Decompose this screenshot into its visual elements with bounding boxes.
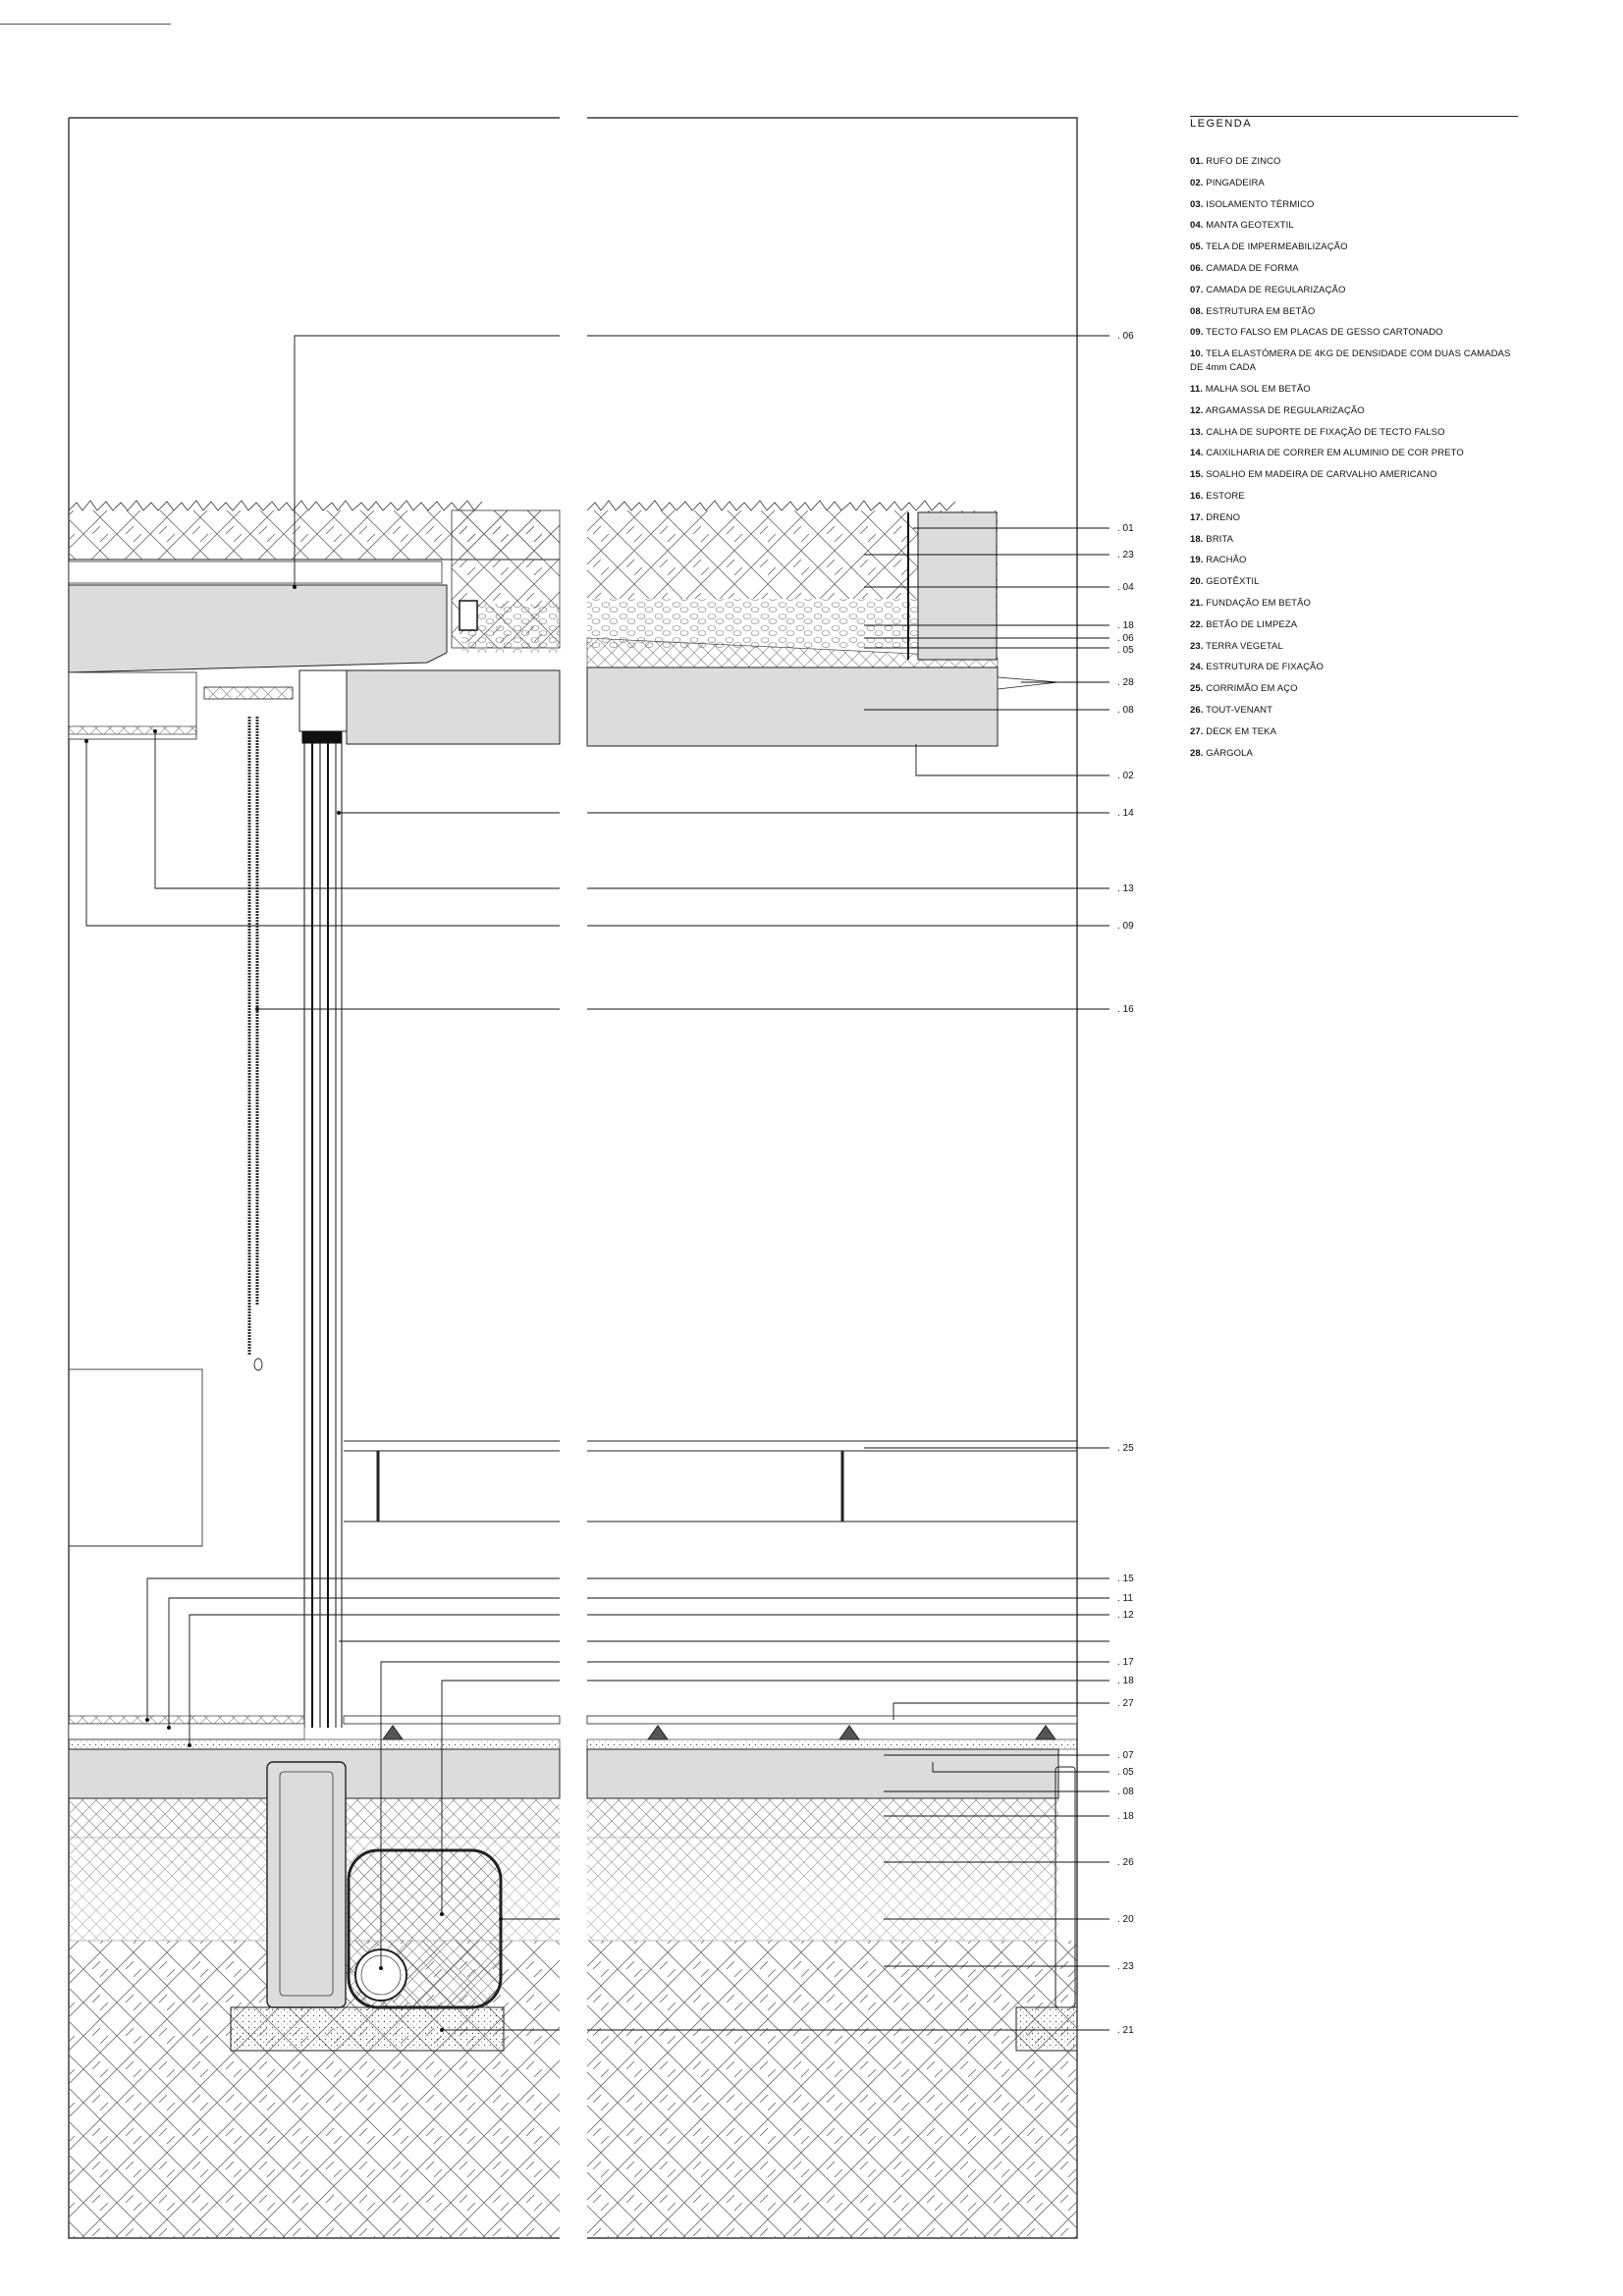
legend-item-text: TELA ELASTÓMERA DE 4KG DE DENSIDADE COM DUAS CAMADAS DE 4mm CADA (1190, 348, 1511, 374)
legend-item-text: CAIXILHARIA DE CORRER EM ALUMINIO DE COR PRETO (1206, 448, 1464, 459)
legend-item-text: TECTO FALSO EM PLACAS DE GESSO CARTONADO (1206, 327, 1443, 339)
legend-item (1190, 597, 1524, 611)
callout-28: . 28 (1117, 677, 1134, 688)
legend-item (1190, 347, 1524, 375)
legend-item-number: 28. (1190, 747, 1204, 759)
legend-item-text: TOUT-VENANT (1206, 704, 1273, 716)
callout-25: . 25 (1117, 1443, 1134, 1454)
callout-09: . 09 (1117, 921, 1134, 932)
callout-17: . 17 (1117, 1657, 1134, 1668)
legend-title: LEGENDA (1190, 118, 1253, 130)
callout-06: . 06 (1117, 331, 1134, 342)
legend-item (1190, 177, 1524, 190)
callout-26: . 26 (1117, 1857, 1134, 1868)
legend-item-text: PINGADEIRA (1206, 177, 1265, 188)
callout-06-b: . 06 (1117, 633, 1134, 644)
legend-item-number: 12. (1190, 404, 1204, 416)
legend-item-text: DRENO (1206, 511, 1241, 523)
legend-item-text: ESTORE (1206, 490, 1245, 502)
legend-item-number: 23. (1190, 640, 1204, 652)
legend-item-number: 09. (1190, 327, 1204, 339)
legend-item-text: DECK EM TEKA (1206, 725, 1277, 737)
callout-18-c: . 18 (1117, 1811, 1134, 1822)
callout-08: . 08 (1117, 705, 1134, 716)
callout-18-b: . 18 (1117, 1676, 1134, 1686)
callout-13: . 13 (1117, 883, 1134, 894)
legend-item-number: 15. (1190, 469, 1204, 481)
legend-item-number: 18. (1190, 533, 1204, 545)
callout-07: . 07 (1117, 1750, 1134, 1761)
callout-27: . 27 (1117, 1698, 1134, 1709)
callout-21: . 21 (1117, 2025, 1134, 2036)
legend-item-text: BETÃO DE LIMPEZA (1206, 618, 1298, 630)
legend-item-text: ISOLAMENTO TÉRMICO (1206, 198, 1315, 210)
callout-11: . 11 (1117, 1593, 1133, 1604)
ground-slab (69, 1749, 1058, 1798)
legend-item (1190, 682, 1524, 696)
callout-12: . 12 (1117, 1610, 1134, 1621)
legend-item-number: 17. (1190, 511, 1204, 523)
callout-02: . 02 (1117, 771, 1134, 781)
legend-item-text: GEOTÊXTIL (1206, 576, 1260, 588)
legend-item (1190, 383, 1524, 397)
legend-item (1190, 240, 1524, 254)
legend-item-text: ESTRUTURA DE FIXAÇÃO (1206, 662, 1324, 673)
interior-wall-panels (69, 1369, 202, 1546)
legend-item-number: 27. (1190, 725, 1204, 737)
legend-item (1190, 725, 1524, 739)
steel-handrail (344, 1441, 1077, 1522)
blind-chain (249, 717, 262, 1370)
legend-item (1190, 661, 1524, 674)
legend-item-number: 04. (1190, 220, 1204, 232)
legend-item-text: MANTA GEOTEXTIL (1206, 220, 1294, 232)
legend-item-text: CAMADA DE REGULARIZAÇÃO (1206, 284, 1346, 295)
legend-item (1190, 326, 1524, 340)
legend-item-number: 25. (1190, 683, 1204, 695)
legend-item-number: 14. (1190, 448, 1204, 459)
legend-item (1190, 198, 1524, 212)
legend-item-number: 03. (1190, 198, 1204, 210)
legend-item-number: 19. (1190, 555, 1204, 566)
callout-20: . 20 (1117, 1914, 1134, 1925)
legend-item (1190, 468, 1524, 482)
legend-item-number: 02. (1190, 177, 1204, 188)
legend-item-text: RUFO DE ZINCO (1206, 156, 1281, 167)
legend-rule (1190, 116, 1518, 117)
foundation-wall (267, 1762, 346, 2007)
drain-gravel-pack (349, 1850, 501, 2007)
legend-item-text: GÁRGOLA (1206, 747, 1253, 759)
legend-item-number: 13. (1190, 426, 1204, 438)
callout-labels (1117, 331, 1134, 2036)
legend-item-number: 22. (1190, 618, 1204, 630)
legend-item (1190, 219, 1524, 233)
ground-layers (69, 1798, 1077, 2238)
legend-item (1190, 533, 1524, 547)
legend-item-text: TERRA VEGETAL (1206, 640, 1283, 652)
legend-item (1190, 747, 1524, 761)
legend-item-text: CORRIMÃO EM AÇO (1206, 683, 1298, 695)
callout-23-b: . 23 (1117, 1961, 1134, 1972)
callout-15: . 15 (1117, 1574, 1134, 1584)
callout-01: . 01 (1117, 523, 1134, 534)
legend-item-number: 07. (1190, 284, 1204, 295)
legend-item (1190, 426, 1524, 440)
legend-item (1190, 305, 1524, 319)
callout-05: . 05 (1117, 645, 1134, 656)
legend-item-text: ESTRUTURA EM BETÃO (1206, 305, 1316, 317)
legend-item (1190, 262, 1524, 276)
legend-item-text: BRITA (1206, 533, 1234, 545)
legend-item-number: 21. (1190, 597, 1204, 609)
legend-item-text: FUNDAÇÃO EM BETÃO (1206, 597, 1312, 609)
legend-item-number: 06. (1190, 262, 1204, 274)
legend-item (1190, 511, 1524, 525)
legend-item-number: 26. (1190, 704, 1204, 716)
legend-item (1190, 447, 1524, 460)
legend-list (1190, 155, 1524, 768)
legend-item-number: 01. (1190, 156, 1204, 167)
legend-item (1190, 554, 1524, 567)
legend-item-text: RACHÃO (1206, 555, 1247, 566)
callout-23: . 23 (1117, 550, 1134, 561)
legend-item-number: 24. (1190, 662, 1204, 673)
legend-item-text: CALHA DE SUPORTE DE FIXAÇÃO DE TECTO FALSO (1206, 426, 1445, 438)
legend-item-number: 05. (1190, 241, 1204, 253)
legend-item-text: SOALHO EM MADEIRA DE CARVALHO AMERICANO (1206, 469, 1437, 481)
legend-item (1190, 404, 1524, 418)
legend-item (1190, 575, 1524, 589)
legend-item (1190, 704, 1524, 718)
callout-08-b: . 08 (1117, 1787, 1134, 1797)
legend-item (1190, 155, 1524, 169)
legend-item-number: 20. (1190, 576, 1204, 588)
legend-item (1190, 284, 1524, 297)
legend-item-text: CAMADA DE FORMA (1206, 262, 1299, 274)
callout-16: . 16 (1117, 1004, 1134, 1015)
legend-item-number: 08. (1190, 305, 1204, 317)
callout-18: . 18 (1117, 620, 1134, 631)
legend-item (1190, 618, 1524, 632)
callout-04: . 04 (1117, 582, 1134, 593)
callout-05-b: . 05 (1117, 1767, 1134, 1778)
legend-item-number: 10. (1190, 348, 1204, 360)
floor-deck-left (69, 1716, 560, 1749)
legend-item-text: ARGAMASSA DE REGULARIZAÇÃO (1205, 404, 1365, 416)
legend-item-text: TELA DE IMPERMEABILIZAÇÃO (1206, 241, 1348, 253)
legend-item-number: 16. (1190, 490, 1204, 502)
legend-item (1190, 490, 1524, 504)
callout-14: . 14 (1117, 808, 1134, 819)
roof-soil-right (587, 501, 998, 667)
roof-slab-right (587, 667, 1058, 746)
legend-item-text: MALHA SOL EM BETÃO (1205, 383, 1311, 395)
legend-item (1190, 640, 1524, 654)
legend-item-number: 11. (1190, 383, 1203, 395)
